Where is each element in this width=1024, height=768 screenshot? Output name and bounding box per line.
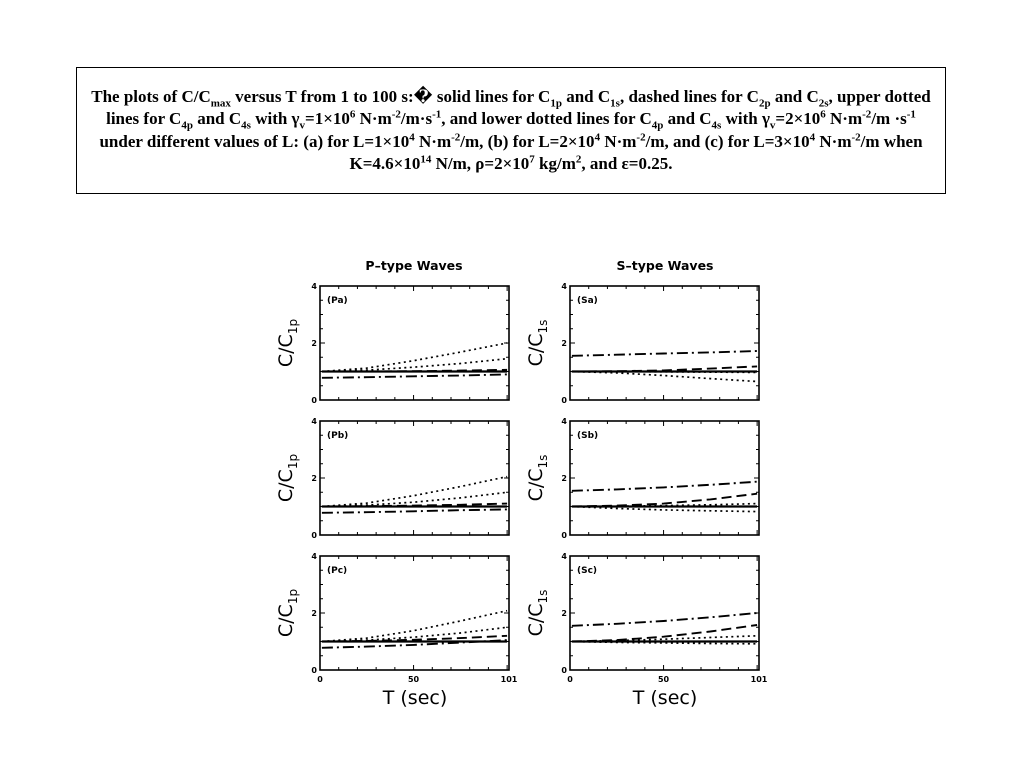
- caption-subscript: 1s: [610, 96, 620, 109]
- y-tick-label: 0: [561, 666, 567, 675]
- caption-text: , and ε=0.25.: [581, 154, 673, 173]
- column-title-p-type: P–type Waves: [365, 258, 463, 273]
- caption-text: N/m, ρ=2×10: [431, 154, 530, 173]
- caption-superscript: 7: [529, 153, 535, 166]
- column-title-s-type: S–type Waves: [616, 258, 714, 273]
- caption-text: /m·s: [400, 109, 433, 128]
- caption-superscript: -2: [636, 130, 646, 143]
- caption-text: , and lower dotted lines for C: [441, 109, 652, 128]
- y-tick-label: 0: [311, 396, 317, 405]
- y-tick-label: 4: [561, 282, 567, 291]
- y-tick-label: 0: [561, 531, 567, 540]
- caption-subscript: 4p: [181, 119, 193, 132]
- y-tick-label: 0: [311, 666, 317, 675]
- series-line-dashed: [572, 494, 757, 507]
- caption-text: /m, (b) for L=2×10: [460, 131, 595, 151]
- caption-text: N·m: [355, 109, 392, 128]
- y-axis-label: [525, 455, 550, 502]
- y-axis-label-subscript: 1s: [536, 319, 550, 334]
- panel-label: (Sa): [577, 296, 598, 306]
- series-line-dash-dot: [572, 482, 757, 491]
- series-line-dotted: [322, 343, 507, 372]
- y-tick-label: 4: [311, 552, 317, 561]
- caption-text: with γ: [250, 109, 300, 128]
- y-axis-label-subscript: 1p: [286, 588, 300, 605]
- caption-superscript: 4: [594, 130, 601, 143]
- caption-superscript: 6: [820, 108, 826, 121]
- y-tick-label: 4: [311, 417, 317, 426]
- series-line-dotted: [322, 477, 507, 507]
- caption-subscript: 4p: [651, 119, 664, 132]
- y-axis-label-main: C/C: [275, 334, 297, 368]
- caption-text: N·m: [825, 109, 863, 128]
- caption-subscript: v: [299, 119, 306, 132]
- y-tick-label: 0: [311, 531, 317, 540]
- caption-text: =2×10: [775, 109, 821, 128]
- series-line-dash-dot: [572, 351, 757, 356]
- y-axis-label: [275, 319, 300, 367]
- series-line-dash-dot: [322, 509, 507, 512]
- y-axis-label-main: C/C: [275, 469, 297, 503]
- caption-text: , dashed lines for C: [619, 86, 759, 106]
- caption-text: kg/m: [534, 154, 576, 173]
- caption-subscript: 2p: [758, 96, 771, 109]
- caption-text: with γ: [721, 109, 770, 128]
- plot-frame: [320, 556, 509, 670]
- y-tick-label: 0: [561, 396, 567, 405]
- panel-label: (Sc): [577, 566, 598, 576]
- y-axis-label: [275, 589, 300, 637]
- x-tick-label: 50: [657, 675, 670, 684]
- y-axis-label-main: C/C: [525, 468, 547, 502]
- y-tick-label: 4: [311, 282, 317, 291]
- plot-frame: [320, 421, 509, 535]
- panel-label: (Pb): [327, 431, 349, 441]
- caption-text: and C: [770, 86, 819, 106]
- plot-frame: [570, 556, 759, 670]
- x-axis-label-left: T (sec): [382, 687, 448, 709]
- caption-subscript: 4s: [241, 119, 251, 132]
- y-axis-label: [275, 454, 300, 502]
- panel-label: (Pc): [327, 566, 348, 576]
- x-tick-label: 0: [317, 675, 323, 684]
- y-axis-label-subscript: 1s: [536, 589, 550, 604]
- panel-pc: [275, 552, 518, 684]
- panel-label: (Pa): [327, 296, 348, 306]
- y-tick-label: 2: [311, 474, 317, 483]
- caption-subscript: 4s: [711, 119, 722, 132]
- x-tick-label: 0: [567, 675, 573, 684]
- caption-superscript: 4: [809, 130, 816, 143]
- y-tick-label: 2: [311, 609, 317, 618]
- y-axis-label: [525, 590, 550, 637]
- caption-text: N·m: [815, 131, 852, 151]
- caption-superscript: -2: [451, 130, 461, 143]
- y-tick-label: 2: [561, 609, 567, 618]
- caption-superscript: -2: [862, 108, 872, 121]
- y-axis-label-main: C/C: [525, 333, 547, 367]
- y-tick-label: 4: [561, 552, 567, 561]
- x-tick-label: 50: [407, 675, 420, 684]
- y-tick-label: 2: [561, 474, 567, 483]
- caption-superscript: -1: [432, 108, 442, 121]
- plot-frame: [320, 286, 509, 400]
- caption-subscript: 2s: [818, 96, 829, 109]
- y-axis-label: [525, 320, 550, 367]
- caption-superscript: 14: [420, 153, 432, 166]
- caption-text: under different values of L: (a) for L=1×10: [99, 131, 410, 151]
- caption-text: and C: [192, 109, 242, 128]
- caption-text: and C: [663, 109, 712, 128]
- caption-text: N·m: [600, 131, 637, 151]
- panel-pb: [275, 417, 509, 540]
- series-line-dashed: [572, 625, 757, 642]
- plot-frame: [570, 286, 759, 400]
- caption-subscript: 1p: [550, 96, 562, 109]
- panel-label: (Sb): [577, 431, 599, 441]
- panel-sa: [525, 282, 759, 405]
- caption-subscript: max: [210, 96, 231, 109]
- series-line-dotted: [572, 372, 757, 382]
- caption-text: N·m: [414, 131, 452, 151]
- y-tick-label: 2: [561, 339, 567, 348]
- y-tick-label: 4: [561, 417, 567, 426]
- panels-group: [275, 282, 768, 684]
- caption-superscript: 2: [575, 153, 582, 166]
- x-tick-label: 101: [500, 675, 518, 684]
- panel-pa: [275, 282, 509, 405]
- caption-superscript: -1: [906, 108, 916, 121]
- caption-superscript: 4: [409, 130, 415, 143]
- y-tick-label: 2: [311, 339, 317, 348]
- caption-text: and C: [561, 86, 611, 106]
- caption-text: The plots of C/C: [91, 86, 211, 106]
- x-tick-label: 101: [750, 675, 768, 684]
- caption-superscript: -2: [391, 108, 401, 121]
- caption-superscript: -2: [851, 130, 861, 143]
- y-axis-label-main: C/C: [525, 603, 547, 637]
- caption-subscript: v: [769, 119, 776, 132]
- y-axis-label-subscript: 1p: [286, 453, 300, 470]
- caption-text: /m when K=4.6×10: [349, 131, 923, 173]
- caption-superscript: 6: [349, 108, 356, 121]
- caption-text: versus T from 1 to 100 s:� solid lines for C: [230, 86, 551, 106]
- y-axis-label-main: C/C: [275, 604, 297, 638]
- y-axis-label-subscript: 1s: [536, 454, 550, 469]
- series-line-dash-dot: [572, 613, 757, 626]
- caption-text: =1×10: [305, 109, 350, 128]
- panel-sb: [525, 417, 759, 540]
- series-line-dash-dot: [322, 374, 507, 377]
- panel-sc: [525, 552, 768, 684]
- x-axis-label-right: T (sec): [632, 687, 698, 709]
- caption-text: /m ·s: [871, 109, 907, 128]
- caption-text: /m, and (c) for L=3×10: [645, 131, 810, 151]
- plot-frame: [570, 421, 759, 535]
- caption-text: , upper dotted lines for C: [106, 86, 931, 128]
- y-axis-label-subscript: 1p: [286, 318, 300, 335]
